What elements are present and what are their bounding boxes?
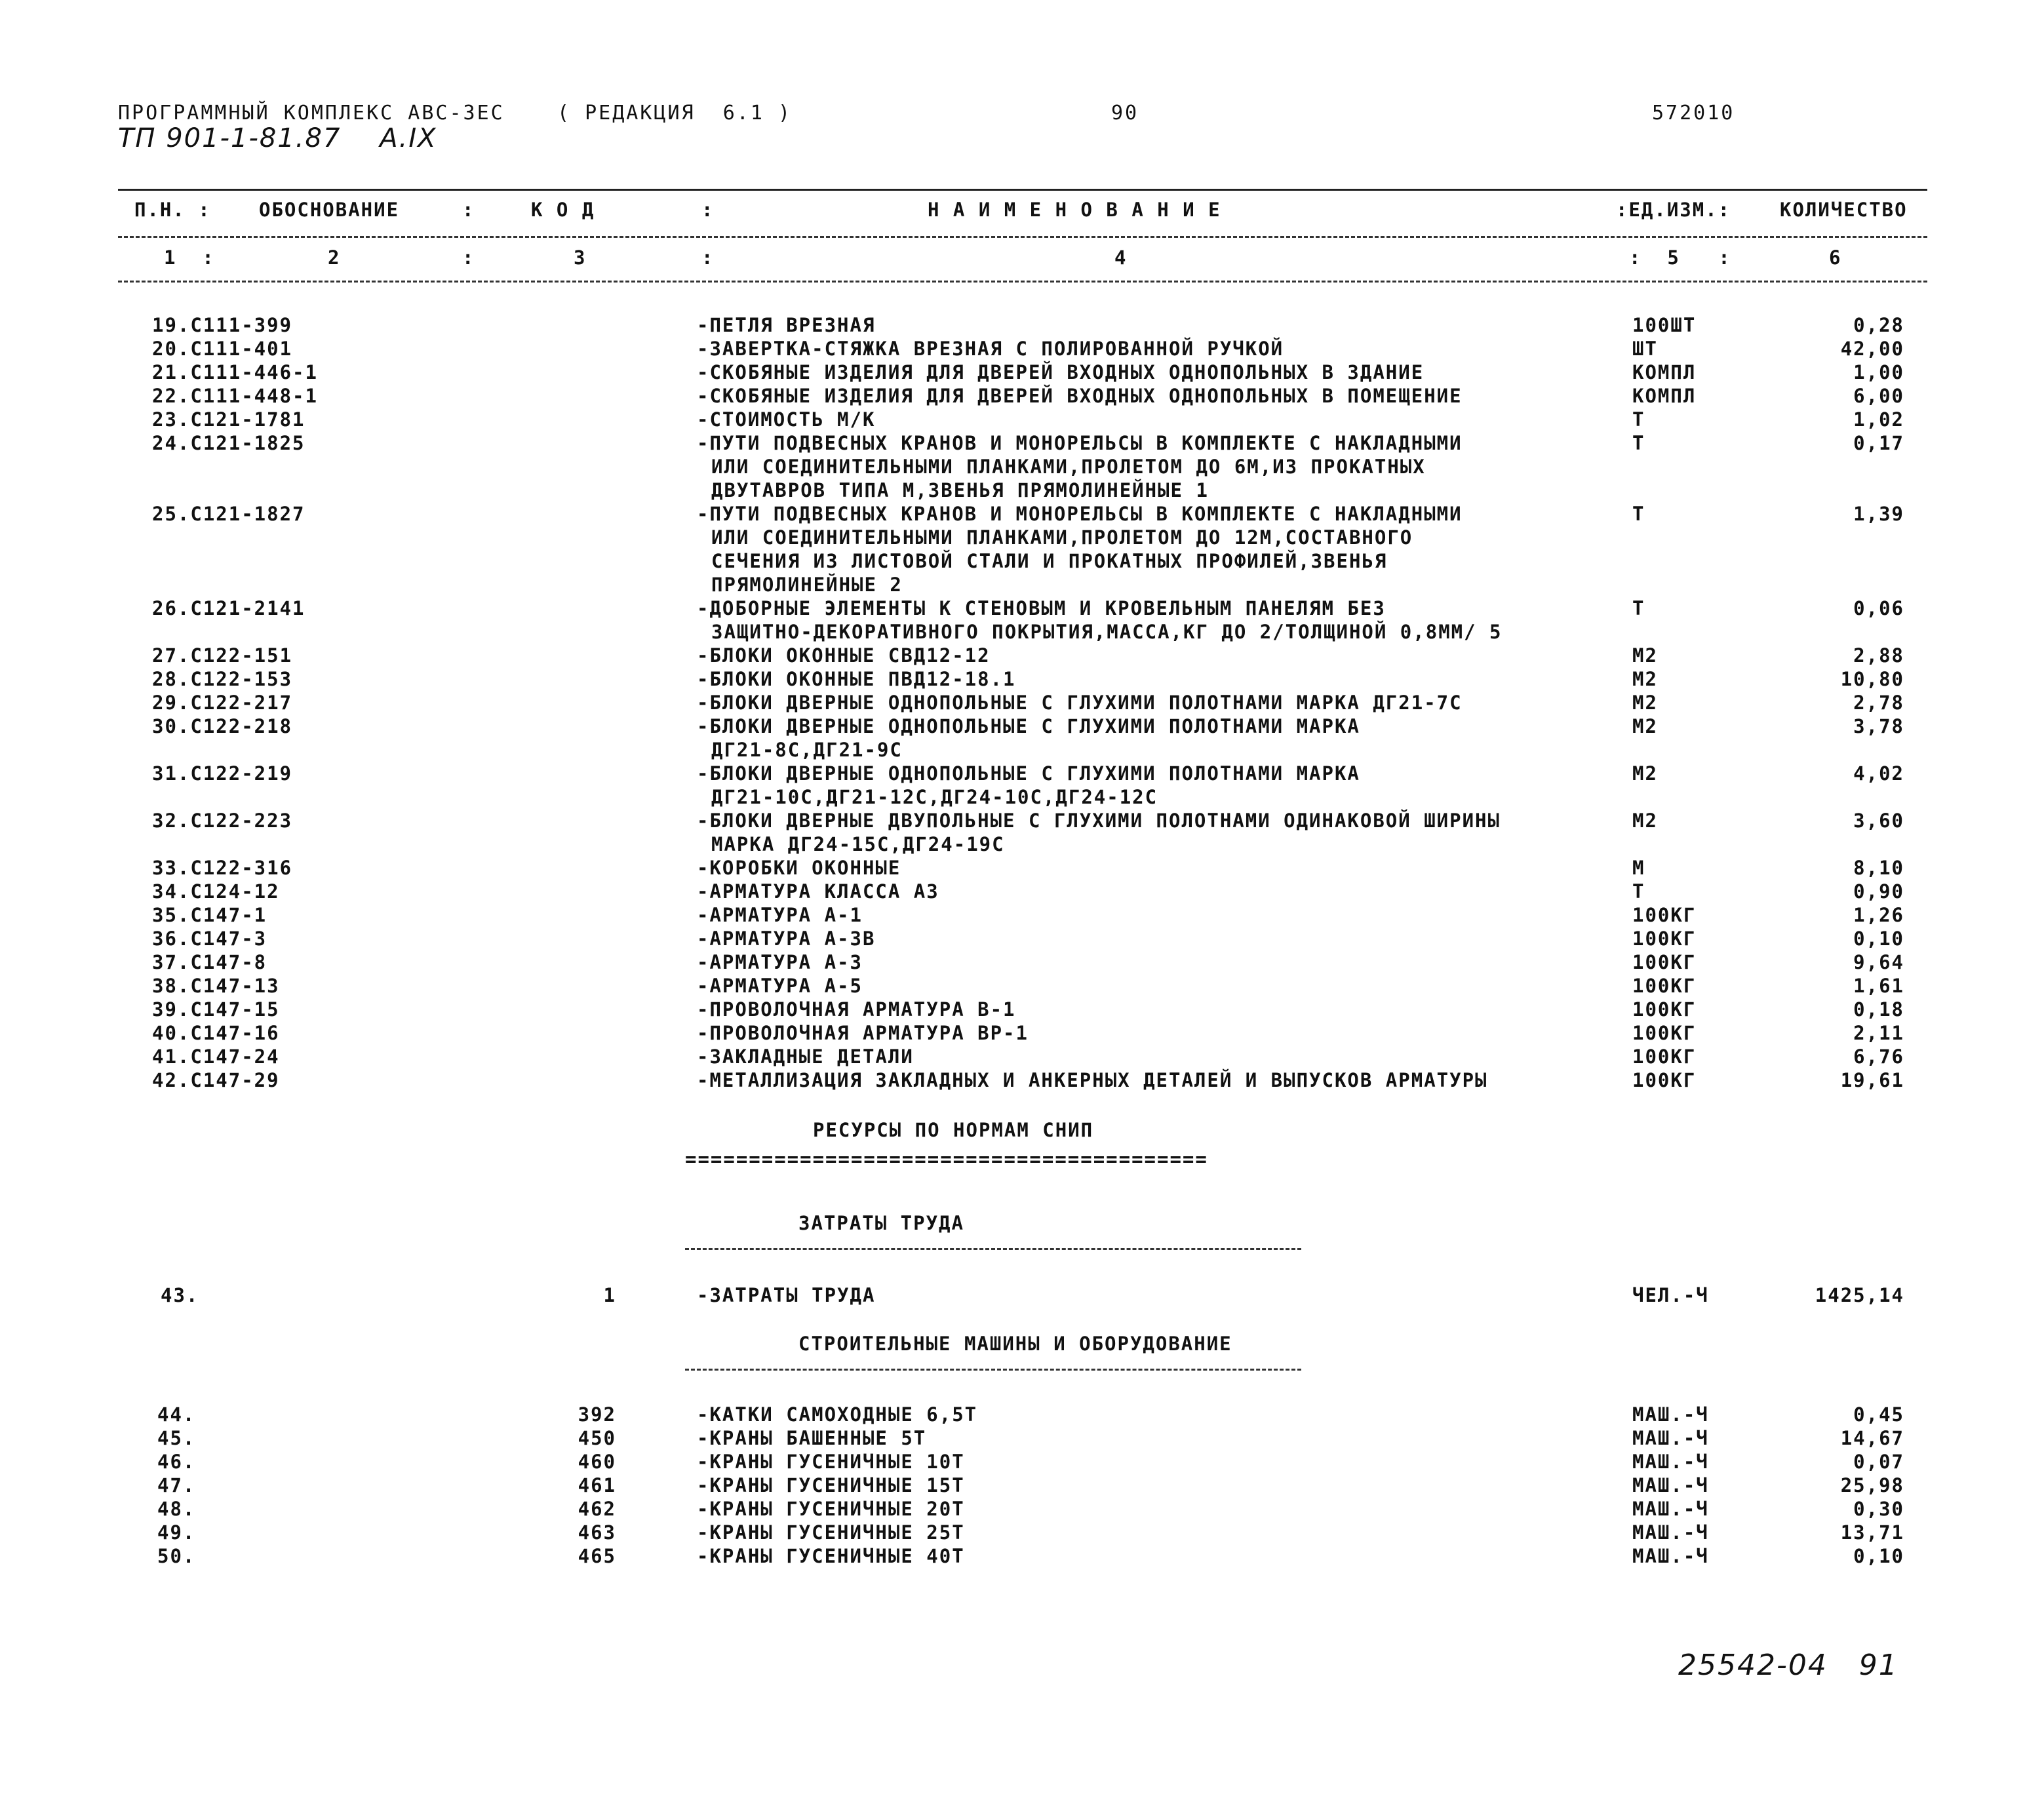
row-name-line: -ДОБОРНЫЕ ЭЛЕМЕНТЫ К СТЕНОВЫМ И КРОВЕЛЬНЫМ ПАНЕЛЯМ БЕЗ: [697, 597, 1386, 619]
row-quantity: 1,02: [1853, 408, 1904, 431]
labor-title: ЗАТРАТЫ ТРУДА: [798, 1212, 964, 1234]
col-header-sep: :: [462, 199, 475, 221]
row-name-line: МАРКА ДГ24-15С,ДГ24-19С: [711, 833, 1005, 855]
labor-rule: [685, 1248, 1301, 1250]
row-unit: КОМПЛ: [1632, 361, 1697, 383]
document-code: 572010: [1652, 102, 1735, 125]
machine-row-unit: МАШ.-Ч: [1632, 1427, 1709, 1449]
col-number-sep: :: [462, 246, 475, 269]
machine-row-id: 48.: [157, 1498, 196, 1520]
machine-row-quantity: 0,45: [1853, 1403, 1904, 1426]
machine-row-id: 49.: [157, 1521, 196, 1544]
row-name-line: -СКОБЯНЫЕ ИЗДЕЛИЯ ДЛЯ ДВЕРЕЙ ВХОДНЫХ ОДНОПОЛЬНЫХ В ЗДАНИЕ: [697, 361, 1425, 383]
row-quantity: 42,00: [1840, 338, 1904, 360]
machine-row-name: -КРАНЫ ГУСЕНИЧНЫЕ 40Т: [697, 1545, 965, 1567]
row-name-line: -МЕТАЛЛИЗАЦИЯ ЗАКЛАДНЫХ И АНКЕРНЫХ ДЕТАЛЕЙ И ВЫПУСКОВ АРМАТУРЫ: [697, 1069, 1488, 1091]
col-number-3: 3: [574, 246, 587, 269]
row-name-line: -ЗАВЕРТКА-СТЯЖКА ВРЕЗНАЯ С ПОЛИРОВАННОЙ РУЧКОЙ: [697, 338, 1284, 360]
machine-row-name: -КРАНЫ ГУСЕНИЧНЫЕ 25Т: [697, 1521, 965, 1544]
row-name-line: ИЛИ СОЕДИНИТЕЛЬНЫМИ ПЛАНКАМИ,ПРОЛЕТОМ ДО 6М,ИЗ ПРОКАТНЫХ: [711, 456, 1426, 478]
row-name-line: -БЛОКИ ОКОННЫЕ СВД12-12: [697, 644, 991, 667]
row-quantity: 3,60: [1853, 810, 1904, 832]
machine-row-id: 50.: [157, 1545, 196, 1567]
col-number-4: 4: [1114, 246, 1128, 269]
row-name-line: -СТОИМОСТЬ М/К: [697, 408, 876, 431]
row-quantity: 8,10: [1853, 857, 1904, 879]
row-quantity: 9,64: [1853, 951, 1904, 973]
row-quantity: 4,02: [1853, 762, 1904, 785]
edition-label: ( РЕДАКЦИЯ 6.1 ): [557, 102, 793, 125]
row-quantity: 0,06: [1853, 597, 1904, 619]
machine-row-code: 450: [578, 1427, 616, 1449]
row-basis-id: 19.С111-399: [152, 314, 293, 336]
row-basis-id: 24.С121-1825: [152, 432, 305, 454]
col-header-qty: КОЛИЧЕСТВО: [1780, 199, 1908, 221]
row-unit: Т: [1632, 408, 1645, 431]
machine-row-name: -КРАНЫ ГУСЕНИЧНЫЕ 20Т: [697, 1498, 965, 1520]
row-name-line: -ПЕТЛЯ ВРЕЗНАЯ: [697, 314, 876, 336]
row-basis-id: 41.С147-24: [152, 1045, 280, 1068]
row-basis-id: 39.С147-15: [152, 998, 280, 1021]
machine-row-quantity: 13,71: [1840, 1521, 1904, 1544]
row-basis-id: 21.С111-446-1: [152, 361, 318, 383]
row-name-line: -АРМАТУРА А-3: [697, 951, 863, 973]
row-unit: 100КГ: [1632, 998, 1697, 1021]
resources-title: РЕСУРСЫ ПО НОРМАМ СНИП: [813, 1119, 1094, 1141]
machine-row-name: -КРАНЫ ГУСЕНИЧНЫЕ 10Т: [697, 1451, 965, 1473]
machine-row-id: 46.: [157, 1451, 196, 1473]
row-unit: М2: [1632, 762, 1658, 785]
row-unit: М2: [1632, 668, 1658, 690]
machine-row-id: 45.: [157, 1427, 196, 1449]
machine-row-quantity: 14,67: [1840, 1427, 1904, 1449]
machine-row-quantity: 0,07: [1853, 1451, 1904, 1473]
row-quantity: 0,18: [1853, 998, 1904, 1021]
row-unit: ШТ: [1632, 338, 1658, 360]
row-name-line: -БЛОКИ ДВЕРНЫЕ ОДНОПОЛЬНЫЕ С ГЛУХИМИ ПОЛОТНАМИ МАРКА: [697, 762, 1360, 785]
row-unit: Т: [1632, 880, 1645, 903]
handwritten-reference: ТП 901-1-81.87 А.IX: [118, 123, 437, 153]
row-basis-id: 34.С124-12: [152, 880, 280, 903]
row-basis-id: 32.С122-223: [152, 810, 293, 832]
header-top-rule: [118, 189, 1927, 191]
row-name-line: ДГ21-8С,ДГ21-9С: [711, 739, 903, 761]
machine-row-unit: МАШ.-Ч: [1632, 1521, 1709, 1544]
machine-row-unit: МАШ.-Ч: [1632, 1498, 1709, 1520]
row-unit: М: [1632, 857, 1645, 879]
row-name-line: ДГ21-10С,ДГ21-12С,ДГ24-10С,ДГ24-12С: [711, 786, 1158, 808]
row-quantity: 1,61: [1853, 975, 1904, 997]
row-basis-id: 30.С122-218: [152, 715, 293, 737]
col-number-6: 6: [1829, 246, 1842, 269]
row-unit: Т: [1632, 432, 1645, 454]
row-name-line: -АРМАТУРА А-1: [697, 904, 863, 926]
labor-row-code: 1: [603, 1284, 616, 1306]
row-name-line: -БЛОКИ ДВЕРНЫЕ ОДНОПОЛЬНЫЕ С ГЛУХИМИ ПОЛОТНАМИ МАРКА ДГ21-7С: [697, 692, 1463, 714]
col-header-sep: :: [701, 199, 715, 221]
machine-row-code: 462: [578, 1498, 616, 1520]
row-quantity: 0,10: [1853, 927, 1904, 950]
row-basis-id: 36.С147-3: [152, 927, 267, 950]
row-name-line: ИЛИ СОЕДИНИТЕЛЬНЫМИ ПЛАНКАМИ,ПРОЛЕТОМ ДО 12М,СОСТАВНОГО: [711, 526, 1413, 549]
machine-row-unit: МАШ.-Ч: [1632, 1451, 1709, 1473]
machine-row-quantity: 25,98: [1840, 1474, 1904, 1496]
machine-row-code: 460: [578, 1451, 616, 1473]
row-basis-id: 38.С147-13: [152, 975, 280, 997]
machine-row-id: 44.: [157, 1403, 196, 1426]
row-name-line: ДВУТАВРОВ ТИПА М,ЗВЕНЬЯ ПРЯМОЛИНЕЙНЫЕ 1: [711, 479, 1209, 501]
row-basis-id: 35.С147-1: [152, 904, 267, 926]
col-number-1: 1 :: [164, 246, 215, 269]
labor-row-unit: ЧЕЛ.-Ч: [1632, 1284, 1709, 1306]
row-unit: 100КГ: [1632, 1022, 1697, 1044]
col-header-name: Н А И М Е Н О В А Н И Е: [928, 199, 1221, 221]
row-quantity: 1,39: [1853, 503, 1904, 525]
row-unit: 100ШТ: [1632, 314, 1697, 336]
labor-row-name: -ЗАТРАТЫ ТРУДА: [697, 1284, 876, 1306]
row-name-line: -СКОБЯНЫЕ ИЗДЕЛИЯ ДЛЯ ДВЕРЕЙ ВХОДНЫХ ОДНОПОЛЬНЫХ В ПОМЕЩЕНИЕ: [697, 385, 1463, 407]
row-basis-id: 37.С147-8: [152, 951, 267, 973]
row-unit: Т: [1632, 597, 1645, 619]
row-quantity: 6,76: [1853, 1045, 1904, 1068]
row-basis-id: 42.С147-29: [152, 1069, 280, 1091]
row-name-line: -ПУТИ ПОДВЕСНЫХ КРАНОВ И МОНОРЕЛЬСЫ В КОМПЛЕКТЕ С НАКЛАДНЫМИ: [697, 503, 1463, 525]
row-name-line: -ПРОВОЛОЧНАЯ АРМАТУРА ВР-1: [697, 1022, 1029, 1044]
row-unit: Т: [1632, 503, 1645, 525]
row-name-line: -БЛОКИ ДВЕРНЫЕ ДВУПОЛЬНЫЕ С ГЛУХИМИ ПОЛОТНАМИ ОДИНАКОВОЙ ШИРИНЫ: [697, 810, 1501, 832]
row-quantity: 19,61: [1840, 1069, 1904, 1091]
row-unit: М2: [1632, 715, 1658, 737]
row-basis-id: 22.С111-448-1: [152, 385, 318, 407]
machine-row-name: -КРАНЫ БАШЕННЫЕ 5Т: [697, 1427, 927, 1449]
row-quantity: 0,17: [1853, 432, 1904, 454]
row-basis-id: 25.С121-1827: [152, 503, 305, 525]
row-basis-id: 29.С122-217: [152, 692, 293, 714]
col-number-2: 2: [328, 246, 341, 269]
row-name-line: -ЗАКЛАДНЫЕ ДЕТАЛИ: [697, 1045, 914, 1068]
row-unit: 100КГ: [1632, 927, 1697, 950]
machines-title: СТРОИТЕЛЬНЫЕ МАШИНЫ И ОБОРУДОВАНИЕ: [798, 1333, 1232, 1355]
row-unit: 100КГ: [1632, 1045, 1697, 1068]
row-quantity: 2,78: [1853, 692, 1904, 714]
machine-row-unit: МАШ.-Ч: [1632, 1403, 1709, 1426]
machines-rule: [685, 1369, 1301, 1371]
program-title: ПРОГРАММНЫЙ КОМПЛЕКС АВС-3ЕС: [118, 102, 505, 125]
row-name-line: -АРМАТУРА А-3В: [697, 927, 876, 950]
machine-row-quantity: 0,10: [1853, 1545, 1904, 1567]
row-basis-id: 27.С122-151: [152, 644, 293, 667]
row-quantity: 2,11: [1853, 1022, 1904, 1044]
header-mid-rule: [118, 236, 1927, 238]
row-unit: 100КГ: [1632, 951, 1697, 973]
machine-row-code: 465: [578, 1545, 616, 1567]
row-name-line: -АРМАТУРА А-5: [697, 975, 863, 997]
machine-row-name: -КРАНЫ ГУСЕНИЧНЫЕ 15Т: [697, 1474, 965, 1496]
row-name-line: СЕЧЕНИЯ ИЗ ЛИСТОВОЙ СТАЛИ И ПРОКАТНЫХ ПРОФИЛЕЙ,ЗВЕНЬЯ: [711, 550, 1388, 572]
row-name-line: -БЛОКИ ДВЕРНЫЕ ОДНОПОЛЬНЫЕ С ГЛУХИМИ ПОЛОТНАМИ МАРКА: [697, 715, 1360, 737]
row-unit: 100КГ: [1632, 975, 1697, 997]
labor-row-qty: 1425,14: [1815, 1284, 1904, 1306]
row-quantity: 3,78: [1853, 715, 1904, 737]
machine-row-unit: МАШ.-Ч: [1632, 1474, 1709, 1496]
row-basis-id: 40.С147-16: [152, 1022, 280, 1044]
col-header-code: К О Д: [531, 199, 595, 221]
row-name-line: -ПУТИ ПОДВЕСНЫХ КРАНОВ И МОНОРЕЛЬСЫ В КОМПЛЕКТЕ С НАКЛАДНЫМИ: [697, 432, 1463, 454]
resources-underline: =========================================: [685, 1148, 1208, 1170]
row-basis-id: 23.С121-1781: [152, 408, 305, 431]
row-basis-id: 31.С122-219: [152, 762, 293, 785]
labor-row-id: 43.: [161, 1284, 199, 1306]
row-unit: КОМПЛ: [1632, 385, 1697, 407]
machine-row-unit: МАШ.-Ч: [1632, 1545, 1709, 1567]
row-name-line: -АРМАТУРА КЛАССА А3: [697, 880, 939, 903]
row-quantity: 2,88: [1853, 644, 1904, 667]
row-name-line: -ПРОВОЛОЧНАЯ АРМАТУРА В-1: [697, 998, 1016, 1021]
row-quantity: 10,80: [1840, 668, 1904, 690]
row-unit: 100КГ: [1632, 904, 1697, 926]
machine-row-code: 463: [578, 1521, 616, 1544]
row-quantity: 1,26: [1853, 904, 1904, 926]
row-unit: М2: [1632, 692, 1658, 714]
row-quantity: 0,90: [1853, 880, 1904, 903]
row-basis-id: 26.С121-2141: [152, 597, 305, 619]
page-number: 90: [1111, 102, 1139, 125]
row-name-line: -КОРОБКИ ОКОННЫЕ: [697, 857, 901, 879]
row-quantity: 0,28: [1853, 314, 1904, 336]
col-header-unit: :ЕД.ИЗМ.:: [1616, 199, 1731, 221]
machine-row-name: -КАТКИ САМОХОДНЫЕ 6,5Т: [697, 1403, 978, 1426]
row-unit: М2: [1632, 644, 1658, 667]
row-basis-id: 33.С122-316: [152, 857, 293, 879]
row-name-line: ПРЯМОЛИНЕЙНЫЕ 2: [711, 574, 903, 596]
row-basis-id: 20.С111-401: [152, 338, 293, 360]
col-header-pn: П.Н. :: [134, 199, 211, 221]
machine-row-quantity: 0,30: [1853, 1498, 1904, 1520]
row-unit: 100КГ: [1632, 1069, 1697, 1091]
col-number-sep: :: [701, 246, 715, 269]
header-bottom-rule: [118, 281, 1927, 283]
machine-row-id: 47.: [157, 1474, 196, 1496]
col-header-basis: ОБОСНОВАНИЕ: [259, 199, 400, 221]
row-unit: М2: [1632, 810, 1658, 832]
row-quantity: 6,00: [1853, 385, 1904, 407]
row-name-line: ЗАЩИТНО-ДЕКОРАТИВНОГО ПОКРЫТИЯ,МАССА,КГ ДО 2/ТОЛЩИНОЙ 0,8ММ/ 5: [711, 621, 1503, 643]
row-basis-id: 28.С122-153: [152, 668, 293, 690]
machine-row-code: 392: [578, 1403, 616, 1426]
machine-row-code: 461: [578, 1474, 616, 1496]
handwritten-footer-note: 25542-04 91: [1678, 1649, 1898, 1682]
row-quantity: 1,00: [1853, 361, 1904, 383]
col-number-5: : 5 :: [1629, 246, 1731, 269]
row-name-line: -БЛОКИ ОКОННЫЕ ПВД12-18.1: [697, 668, 1016, 690]
